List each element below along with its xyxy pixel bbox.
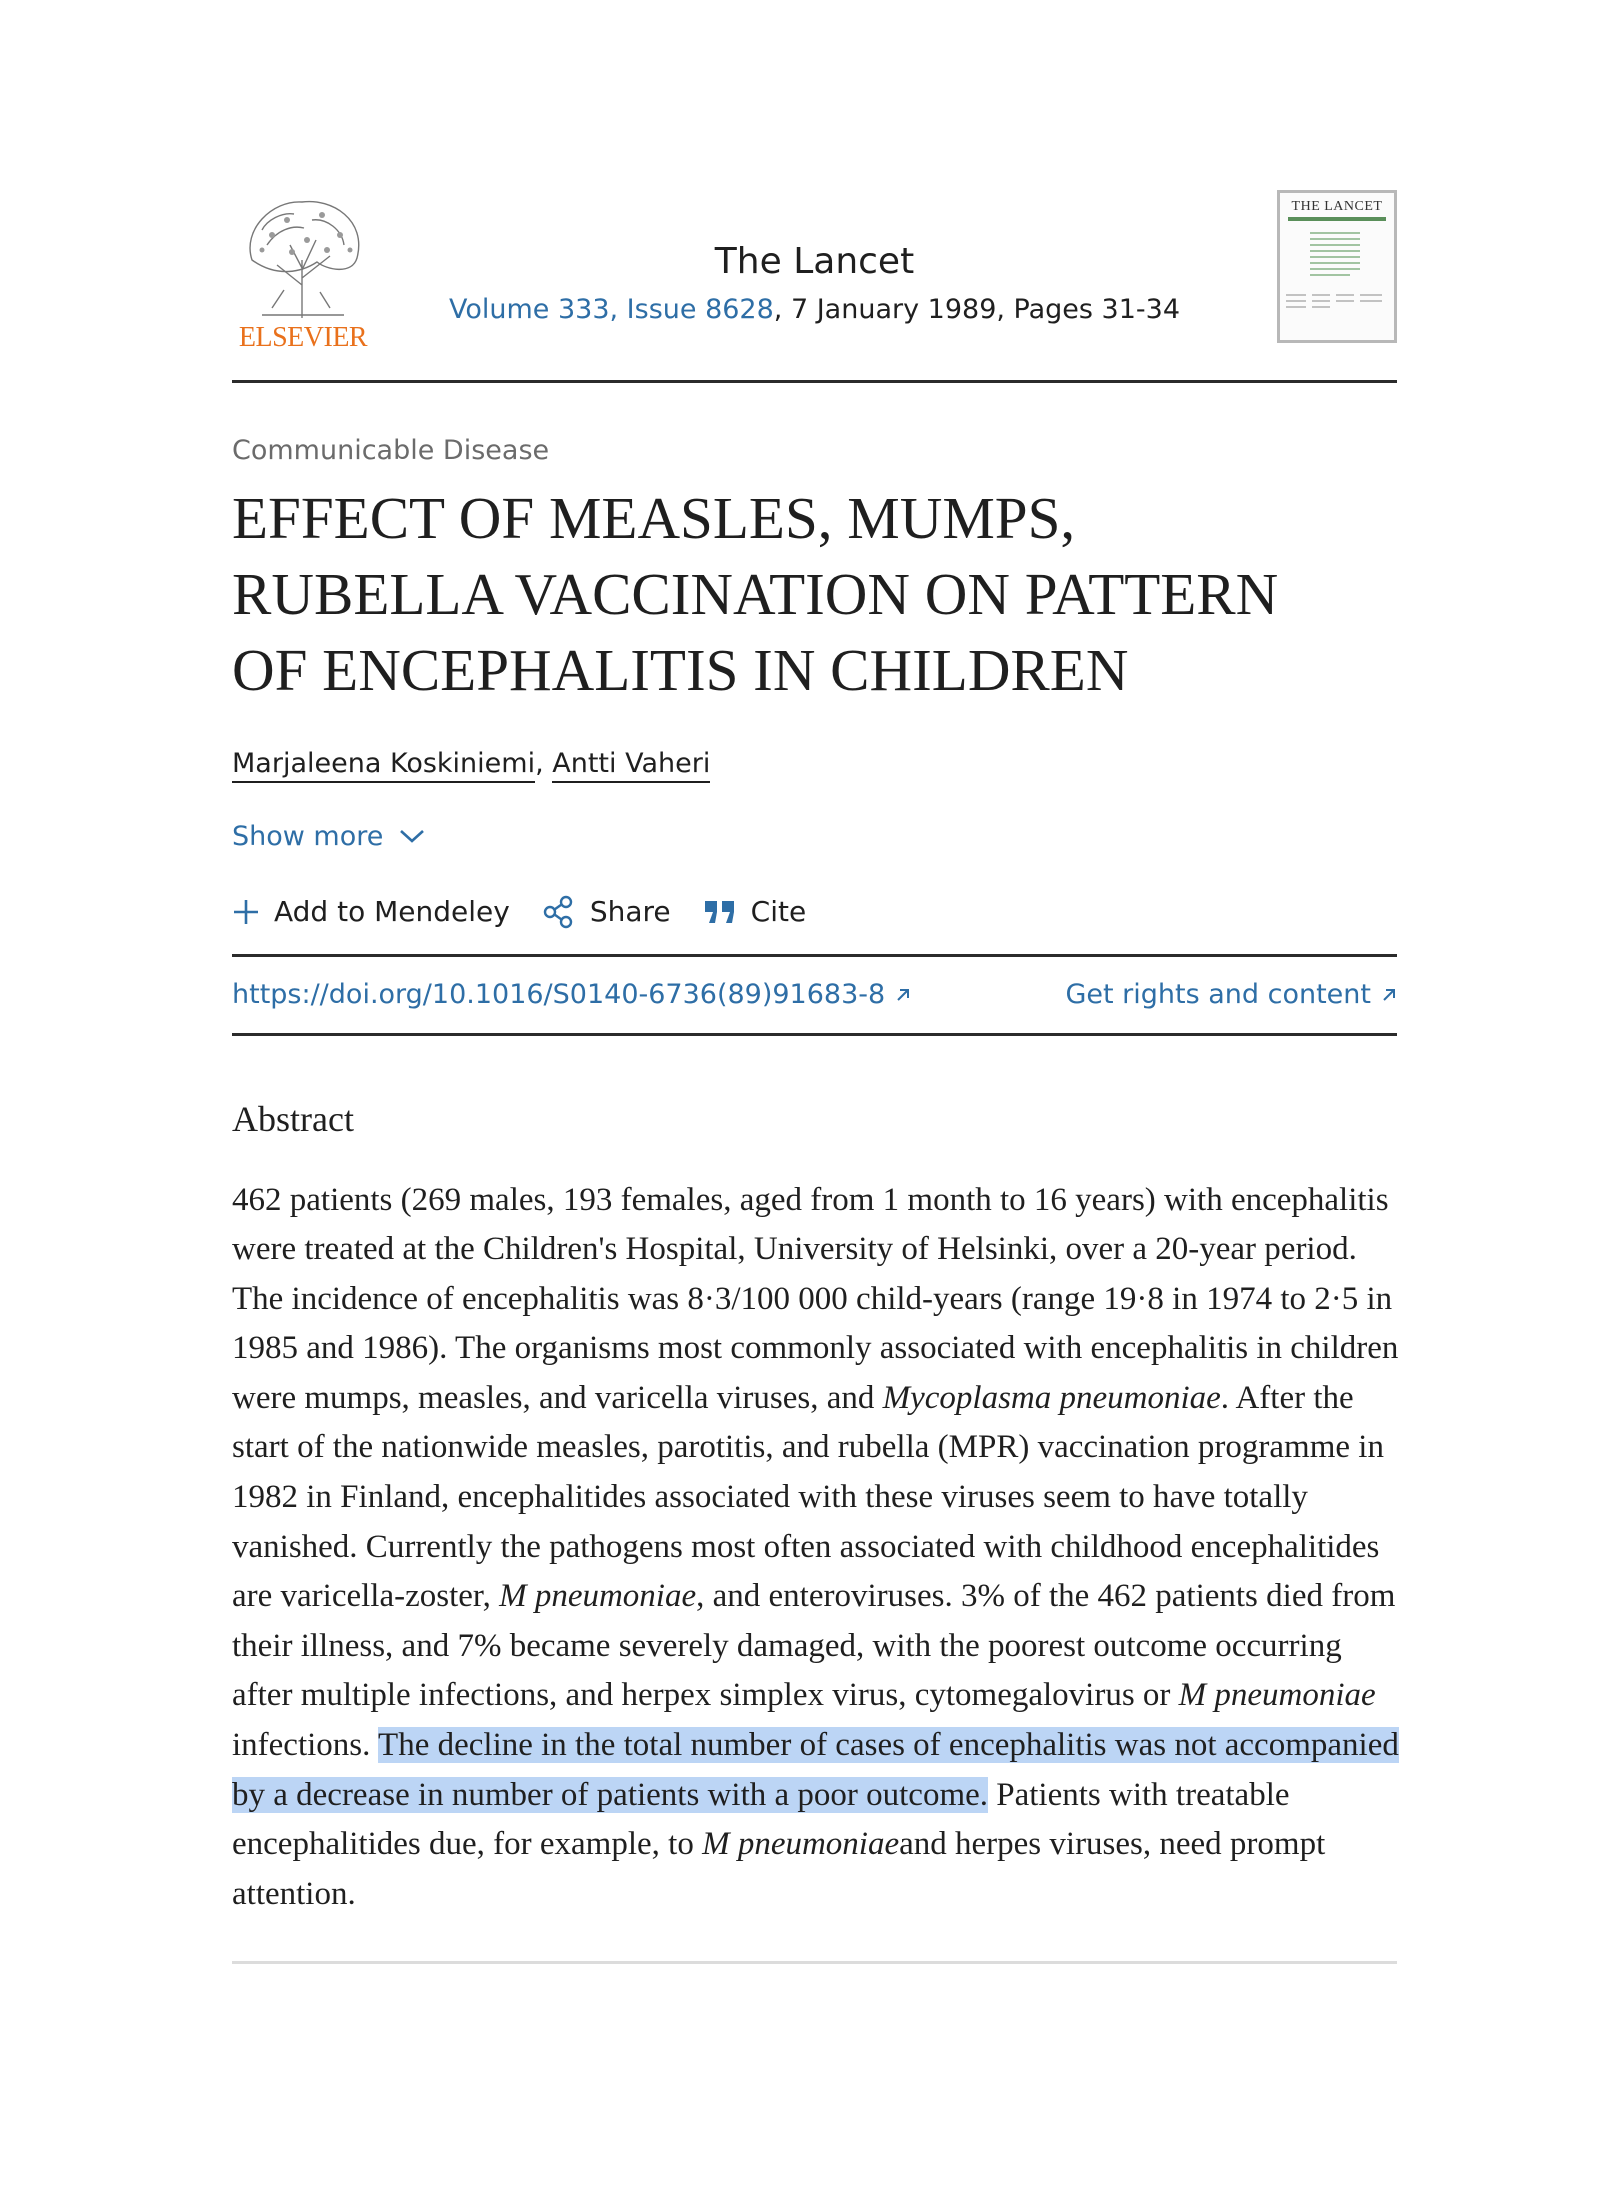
- abstract-italic-term: Mycoplasma pneumoniae: [882, 1379, 1221, 1416]
- elsevier-logo[interactable]: [232, 190, 374, 353]
- abstract-segment: infections.: [232, 1727, 379, 1764]
- chevron-down-icon: [399, 828, 425, 844]
- journal-info: [382, 240, 1247, 330]
- show-more-label: Show more: [232, 820, 384, 852]
- journal-title[interactable]: The Lancet: [714, 241, 915, 282]
- author-link[interactable]: Marjaleena Koskiniemi: [232, 748, 535, 783]
- cite-label: Cite: [750, 895, 807, 929]
- mendeley-label: Add to Mendeley: [274, 895, 510, 929]
- abstract-segment: 462 patients (269 males, 193 females, aged from 1 month to 16 years) with encephalitis were treated at the Children's Hospital, University of Helsinki, over a 20-year period. The incidence of encephalitis was 8·3/100 000 child-years (range 19·8 in 1974 to 2·5 in 1985 and 1986). The organisms most commonly associated with encephalitis in children were mumps, measles, and varicella viruses, and: [232, 1181, 1399, 1416]
- share-label: Share: [589, 895, 671, 929]
- abstract-segment: Patients with treatable encephalitides due, for example, to: [232, 1776, 1290, 1863]
- abstract-text: [232, 1176, 1402, 1920]
- share-icon: [542, 895, 576, 929]
- get-rights-link[interactable]: [1065, 979, 1397, 1010]
- date-pages: , 7 January 1989, Pages 31-34: [773, 294, 1181, 325]
- abstract-segment: and herpes viruses, need prompt attention.: [232, 1826, 1326, 1912]
- doi-rights-bar: [232, 954, 1397, 1036]
- abstract-italic-term: M pneumoniae: [702, 1826, 900, 1863]
- article-title: EFFECT OF MEASLES, MUMPS, RUBELLA VACCINATION ON PATTERN OF ENCEPHALITIS IN CHILDREN: [232, 485, 1279, 703]
- doi-text: https://doi.org/10.1016/S0140-6736(89)91683-8: [232, 979, 886, 1011]
- publisher-name: ELSEVIER: [238, 322, 368, 353]
- abstract-italic-term: M pneumoniae: [499, 1578, 697, 1615]
- abstract-heading: Abstract: [232, 1098, 354, 1139]
- article-category: Communicable Disease: [232, 435, 550, 466]
- volume-issue-link[interactable]: Volume 333, Issue 8628: [448, 294, 774, 325]
- author-list: [232, 748, 1397, 779]
- author-link[interactable]: Antti Vaheri: [552, 748, 710, 783]
- cover-text-lines-icon: [1280, 221, 1390, 321]
- add-to-mendeley-button[interactable]: [232, 895, 510, 928]
- issue-info: [382, 290, 1247, 330]
- share-button[interactable]: [542, 895, 671, 929]
- plus-icon: [232, 898, 260, 926]
- cover-title: THE LANCET: [1291, 199, 1383, 214]
- author-separator: ,: [535, 747, 553, 779]
- elsevier-tree-icon: [232, 190, 374, 320]
- quote-icon: [703, 898, 737, 926]
- selected-text-highlight[interactable]: The decline in the total number of cases of encephalitis was not accompanied by a decrease in number of patients with a poor outcome.: [232, 1727, 1399, 1813]
- abstract-italic-term: M pneumoniae: [1178, 1677, 1376, 1714]
- external-link-icon: [1381, 987, 1397, 1003]
- abstract-segment: . After the start of the nationwide measles, parotitis, and rubella (MPR) vaccination programme in 1982 in Finland, encephalitides associated with these viruses seem to have totally vanished. Currently the pathogens most often associated with childhood encephalitides are varicella-zoster,: [232, 1379, 1384, 1615]
- rights-text: Get rights and content: [1065, 979, 1371, 1011]
- external-link-icon: [895, 987, 911, 1003]
- show-more-button[interactable]: [232, 821, 1397, 852]
- article-page: [232, 190, 1397, 1964]
- abstract-segment: , and enteroviruses. 3% of the 462 patients died from their illness, and 7% became severely damaged, with the poorest outcome occurring after multiple infections, and herpex simplex virus, cytomegalovirus or: [232, 1578, 1396, 1714]
- cite-button[interactable]: [703, 895, 807, 928]
- article-actions: [232, 892, 1397, 932]
- article-header: [232, 190, 1397, 383]
- doi-link[interactable]: [232, 979, 911, 1010]
- section-divider: [232, 1961, 1397, 1964]
- journal-cover-thumbnail[interactable]: [1277, 190, 1397, 343]
